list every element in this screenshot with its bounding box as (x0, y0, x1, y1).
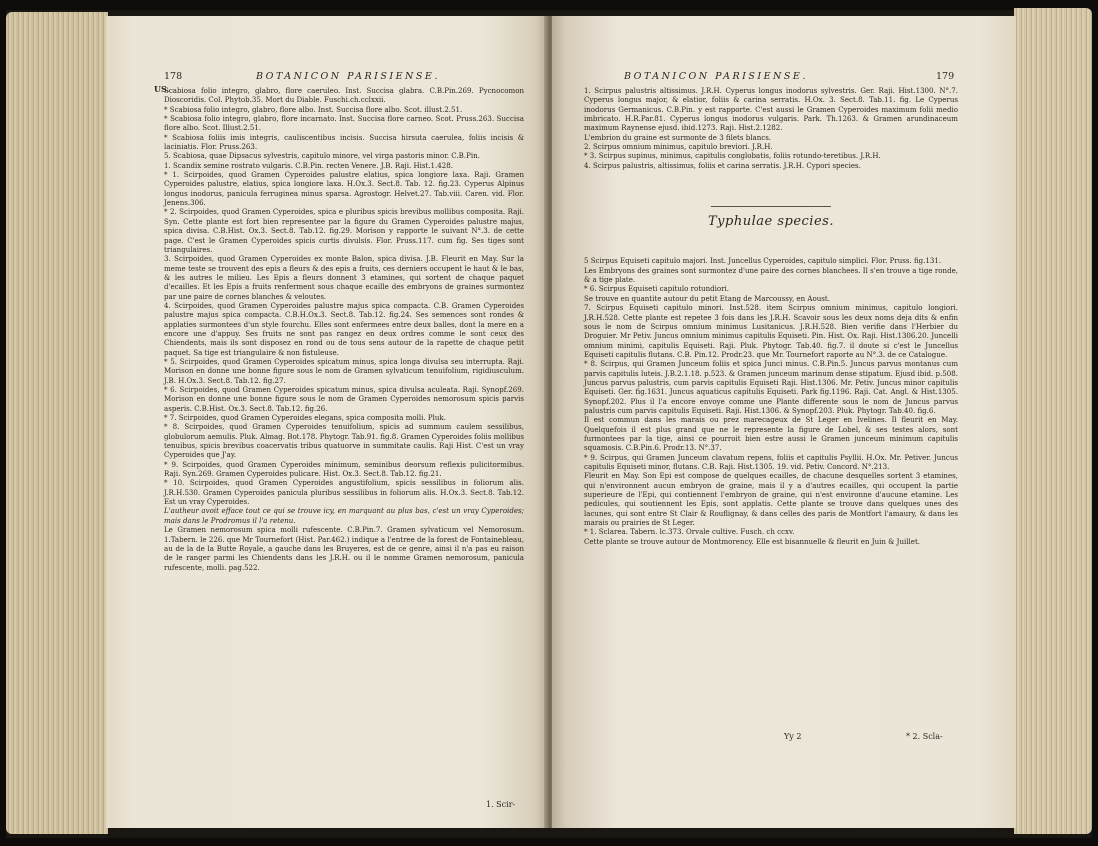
page-number: 178 (164, 71, 183, 82)
paragraph: * 1. Scirpoides, quod Gramen Cyperoides palustre elatius, spica longiore laxa. Raji. Gramen Cyperoides palustre, elatius, spica longiore laxa. H.Ox.3. Sect.8. Tab. 12. fig.23. Cyperus Alpinus longus inodorus, panicula ferruginea minus sparsa. Agrostogr. Helvet.27. Tab.viii. Caren. vid. Flor. Jenens.306. (164, 170, 524, 208)
paragraph: Scabiosa folio integro, glabro, flore caeruleo. Inst. Succisa glabra. C.B.Pin.269. Pycnocomon Dioscoridis. Col. Phytob.35. Mort du Diable. Fuschi.ch.cclxxii. (164, 86, 524, 105)
paragraph: Le Gramen nemorosum spica molli rufescente. C.B.Pin.7. Gramen sylvaticum vel Nemorosum. 1.Tabern. le 226. que Mr Tournefort (Hist. Par.462.) indique a l'entree de la forest de Fontainebleau, au de la de la Butte Royale, a gauche dans les Bruyeres, est de ce genre, ainsi il n'a pas eu raison de le ranger parmi les Chiendents dans les J.R.H. ou il le nomme Gramen nemorosum, panicula rufescente, molli. pag.522. (164, 525, 524, 572)
paragraph: Se trouve en quantite autour du petit Etang de Marcoussy, en Aoust. (584, 293, 830, 303)
section-title (584, 206, 958, 230)
paragraph: L'embrion du graine est surmonte de 3 filets blancs. (584, 132, 772, 142)
paragraph: Fleurit en May. Son Epi est compose de quelques ecailles, de chacune desquelles sortent 3 etamines, qui n'environnent aucun embryon de graine, mais il y a d'autres ecailles, qui occupent la partie superieure de l'Epi, qui contiennent l'embryon de graine, qui n'est environne d'aucune etamine. Les pedicules, qui soutiennent les Epis, sont applatis. Cette plante se trouve dans quelques unes des lacunes, qui sont entre St Clair & Rouflignay, & dans celles des paris de Montfort l'amaury, & dans les marais ou prairies de St Leger. (584, 471, 958, 528)
paragraph: * 9. Scirpus, qui Gramen Junceum clavatum repens, foliis et capitulis Psyllii. H.Ox. Mr. Petiver. Juncus capitulis Equiseti minor, flutans. C.B. Raji. Hist.1305. 19. vid. Petiv. Concord. N°.213. (584, 452, 958, 471)
left-page (106, 16, 548, 828)
right-page-edges (1014, 8, 1092, 834)
running-head: BOTANICON PARISIENSE. (624, 71, 808, 82)
paragraph: * 5. Scirpoides, quod Gramen Cyperoides spicatum minus, spica longa divulsa seu interrupta. Raji. Morison en donne une bonne figure sous le nom de Gramen sylvaticum tenuifolium, rigidiusculum. J.B. H.Ox.3. Sect.8. Tab.12. fig.27. (164, 356, 524, 385)
catchword: * 2. Scla- (906, 732, 943, 741)
page-number: 179 (936, 71, 955, 82)
paragraph: * 9. Scirpoides, quod Gramen Cyperoides minimum, seminibus deorsum reflexis pulicitormibus. Raji. Syn.269. Gramen Cyperoides pulicare. Hist. Ox.3. Sect.8. Tab.12. fig.21. (164, 459, 524, 479)
signature-mark: Yy 2 (784, 732, 802, 741)
paragraph: * Scabiosa foliis imis integris, cauliscentibus incisis. Succisa hirsuta caerulea, foliis incisis & laciniatis. Flor. Pruss.263. (164, 132, 524, 152)
paragraph: 7. Scirpus Equiseti capitulo minori. Inst.528. item Scirpus omnium minimus, capitulo longiori. J.R.H.528. Cette plante est repetee 3 fois dans les J.R.H. Scavoir sous les deux noms deja dits & enfin sous le nom de Scirpus omnium minimus Lusitanicus. J.R.H.528. Bien verifie dans l'Herbier du Droguier. Mr Petiv. Juncus omnium minimus capitulis Equiseti. Pin. Hist. Ox. Raji. Hist.1306.20. Juncelli omnium minimi, capitulis Equiseti. Raji. Pluk. Phytogr. Tab.40. fig.7. il doute si c'est le Juncellus Equiseti capitulis flutans. C.B. Pin.12. Prodr.23. que Mr. Tournefort raporte au N°.3. de ce Catalogue. (584, 303, 958, 359)
paragraph: * 8. Scirpoides, quod Gramen Cyperoides tenuifolium, spicis ad summum caulem sessilibus, globulorum aemulis. Pluk. Almag. Bot.178. Phytogr. Tab.91. fig.8. Gramen Cyperoides foliis mollibus tenuibus, spicis brevibus coacervatis tribus quatuorve in summitate caulis. Raji Hist. C'est un vray Cyperoides que J'ay. (164, 422, 524, 460)
paragraph: * 3. Scirpus supinus, minimus, capitulis conglobatis, foliis rotundo-teretibus. J.R.H. (584, 151, 881, 161)
catchword: 1. Scir- (486, 800, 516, 809)
paragraph: * 2. Scirpoides, quod Gramen Cyperoides, spica e pluribus spicis brevibus mollibus composita. Raji. Syn. Cette plante est fort bien representee par la figure du Gramen Cyperoides palustre majus, spica divisa. C.B.Hist. Ox.3. Sect.8. Tab.12. fig.29. Morison y rapporte le suivant N°.3. de cette page. C'est le Gramen Cyperoides spicis curtis divulsis. Flor. Pruss.117. cum fig. Ses tiges sont triangulaires. (164, 207, 524, 254)
paragraph: Les Embryons des graines sont surmontez d'une paire des cornes blanchees. Il s'en trouve a tige ronde, & a tige plate. (584, 265, 958, 285)
paragraph: * Scabiosa folio integro, glabro, flore albo. Inst. Succisa flore albo. Scot. illust.2.51. (164, 104, 463, 114)
paragraph: 5. Scabiosa, quae Dipsacus sylvestris, capitulo minore, vel virga pastoris minor. C.B.Pin. (164, 151, 480, 161)
left-page-edges (6, 12, 108, 834)
running-head: BOTANICON PARISIENSE. (256, 71, 440, 82)
paragraph: Cette plante se trouve autour de Montmorency. Elle est bisannuelle & fleurit en Juin & Juillet. (584, 536, 921, 546)
paragraph: 4. Scirpus palustris, altissimus, foliis et carina serratis. J.R.H. Cypori species. (584, 160, 861, 170)
paragraph: * 8. Scirpus, qui Gramen Junceum foliis et spica Junci minus. C.B.Pin.5. Juncus parvus montanus cum parvis capitulis luteis. J.B.2.1.18. p.523. & Gramen junceum marinum dense stipatum. Ejusd ibid. p.508. Juncus parvus palustris, cum parvis capitulis Equiseti Raji. Hist.1306. Mr. Petiv. Juncus minor capitulis Equiseti. Ger. fig.1631. Juncus aquaticus capitulis Equiseti. Park fig.1196. Raji. Cat. Angl. & Hist.1305. Synopf.202. Plus il l'a encore envoye comme une Plante differente sous le nom de Juncus parvus palustris cum parvis capitulis Equiseti. Raji. Hist.1306. & Synopf.203. Pluk. Phytogr. Tab.40. fig.6. (584, 359, 958, 415)
paragraph: 1. Scandix semine rostrato vulgaris. C.B.Pin. recten Venere. J.B. Raji. Hist.1.428. (164, 160, 453, 170)
paragraph-note: L'autheur avoit efface tout ce qui se trouve icy, en marquant au plus bas, c'est un vray Cyperoides; mais dans le Prodromus il l'a retenu. (164, 506, 524, 525)
margin-note: US. (154, 84, 170, 94)
paragraph: 4. Scirpoides, quod Gramen Cyperoides palustre majus spica compacta. C.B. Gramen Cyperoides palustre majus spica compacta. C.B.H.Ox.3. Sect.8. Tab.12. fig.24. Ses semences sont rondes & applaties surmontees d'un style fourchu. Elles sont enfermees entre deux balles, dont la mere en a encore une d'appuy. Ses fruits ne sont pas rangez en deux ordres comme le sont ceux des Chiendents, mais ils sont disposez en rond ou de tous sens autour de la rapette de chaque petit paquet. Sa tige est triangulaire & non fistuleuse. (164, 300, 524, 357)
paragraph: 1. Scirpus palustris altissimus. J.R.H. Cyperus longus inodorus sylvestris. Ger. Raji. Hist.1300. N°.7. Cyperus longus major, & elatior, foliis & carina serratis. H.Ox. 3. Sect.8. Tab.11. fig. Le Cyperus inodorus Germanicus. C.B.Pin. y est rapporte. C'est aussi le Gramen Cyperoides maximum folii medio imbricato. H.R.Par.81. Cyperus longus inodorus vulgaris. Park. Th.1263. & Gramen arundinaceum maximum Raynense ejusd. ibid.1273. Raji. Hist.2.1282. (584, 86, 958, 133)
paragraph: * 6. Scirpus Equiseti capitulo rotundiori. (584, 284, 729, 294)
paragraph: Il est commun dans les marais ou prez marecageux de St Leger en Ivelines. Il fleurit en May. Quelquefois il est plus grand que ne le represente la figure de Lobel, & ses testes alors, sont furmontees par la tige, ainsi ce pourroit bien estre aussi le Gramen junceum minimum capitulis squamosis. C.B.Pin.6. Prodr.13. N°.37. (584, 415, 958, 453)
text-column (164, 86, 524, 572)
paragraph: * Scabiosa folio integro, glabro, flore incarnato. Inst. Succisa flore carneo. Scot. Pruss.263. Succisa flore albo. Scot. Illust.2.51. (164, 114, 524, 133)
right-page (552, 16, 1016, 828)
paragraph: * 6. Scirpoides, quod Gramen Cyperoides spicatum minus, spica divulsa aculeata. Raji. Synopf.269. Morison en donne une bonne figure sous le nom de Gramen Cyperoides nemorosum spicis parvis asperis. C.B.Hist. Ox.3. Sect.8. Tab.12. fig.26. (164, 385, 524, 413)
section-rule (711, 206, 831, 207)
paragraph: * 10. Scirpoides, quod Gramen Cyperoides angustifolium, spicis sessilibus in foliorum alis. J.R.H.530. Gramen Cyperoides panicula pluribus sessilibus in foliorum alis. H.Ox.3. Sect.8. Tab.12. Est un vray Cyperoides. (164, 478, 524, 507)
paragraph: 2. Scirpus omnium minimus, capitulo breviori. J.R.H. (584, 142, 773, 152)
paragraph: 5 Scirpus Equiseti capitulo majori. Inst. Juncellus Cyperoides, capitulo simplici. Flor. Pruss. fig.131. (584, 256, 942, 266)
paragraph: * 7. Scirpoides, quod Gramen Cyperoides elegans, spica composita molli. Pluk. (164, 413, 446, 423)
paragraph: 3. Scirpoides, quod Gramen Cyperoides ex monte Balon, spica divisa. J.B. Fleurit en May. Sur la meme teste se trouvent des epis a fleurs & des epis a fruits, ces derniers occupent le haut & le bas, & les autres le milieu. Les Epis a fleurs donnent 3 etamines, qui sortent de chaque paquet d'ecailles. Et les Epis a fruits renferment sous chaque ecaille des embryons de graines surmontez par une paire de cornes blanches & veloutes. (164, 254, 524, 301)
text-column (584, 86, 958, 546)
section-title-text: Typhulae species. (708, 214, 834, 230)
paragraph: * 1. Sclarea. Tabern. lc.373. Orvale cultive. Fusch. ch ccxv. (584, 527, 795, 537)
